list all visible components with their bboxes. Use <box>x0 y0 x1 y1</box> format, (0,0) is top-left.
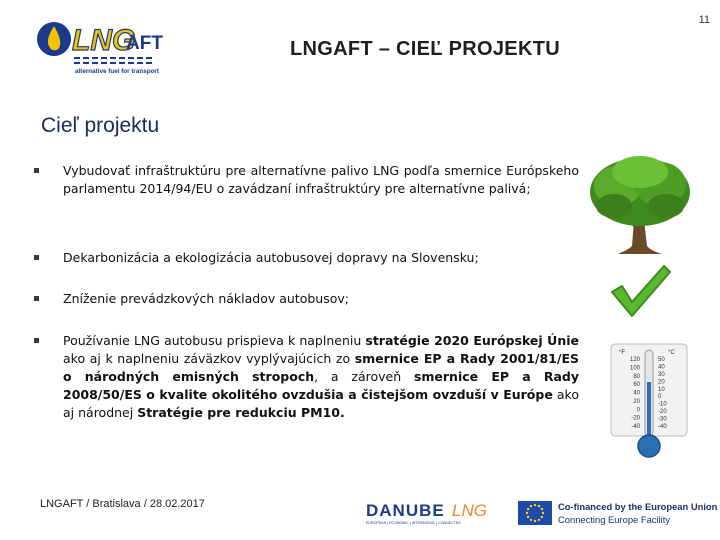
bullet-text: Vybudovať infraštruktúru pre alternatívne palivo LNG podľa smernice Európskeho parlamentu 2014/94/EU o zavádzaní infraštruktúry pre alternatívne palivá; <box>63 163 579 196</box>
text-phrase: ako aj k naplneniu záväzkov vyplývajúcich zo <box>63 351 355 366</box>
list-item <box>34 332 579 422</box>
thermometer-tick: 120 <box>629 357 640 363</box>
thermometer-tick: 10 <box>658 386 665 393</box>
thermometer-tick: -20 <box>658 409 667 416</box>
thermometer-tick: -20 <box>631 415 640 422</box>
bullet-marker <box>34 296 39 301</box>
logo-tagline: alternative fuel for transport <box>75 68 159 75</box>
eu-star <box>538 519 540 521</box>
bullet-marker <box>34 255 39 260</box>
thermometer-image <box>606 342 692 460</box>
bold-phrase: smernice EP a Rady 2001/81/ES o národných emisných stropoch <box>63 351 579 384</box>
danube-text: DANUBE <box>366 501 445 520</box>
text-phrase: , a zároveň <box>314 369 414 384</box>
danube-tagline: EUROPEAN | ECONOMIC | INTERMODAL | CONNECTED <box>366 521 461 525</box>
eu-star <box>541 508 543 510</box>
eu-star <box>534 504 536 506</box>
eu-star <box>527 516 529 518</box>
celsius-label: °C <box>668 350 675 356</box>
fahrenheit-label: °F <box>619 350 626 356</box>
list-item <box>34 290 579 308</box>
thermometer-tick: -10 <box>658 401 667 408</box>
thermometer-tick: 0 <box>658 394 662 401</box>
eu-star <box>541 516 543 518</box>
bullet-text <box>63 332 579 422</box>
text-phrase: ako aj národnej <box>63 387 580 420</box>
thermometer-tick: 100 <box>629 365 640 372</box>
eu-star <box>526 512 528 514</box>
tree-image <box>584 150 696 262</box>
slide-title: LNGAFT – CIEĽ PROJEKTU <box>290 38 560 60</box>
thermometer-tick: 0 <box>636 407 640 414</box>
eu-star <box>530 505 532 507</box>
lngaft-logo <box>34 16 163 78</box>
thermometer-tick: 50 <box>658 357 665 363</box>
thermometer-tick: 80 <box>633 373 640 380</box>
thermometer-tick: -30 <box>658 416 667 423</box>
eu-star <box>530 519 532 521</box>
bullet-marker <box>34 338 39 343</box>
logo-aft-text: AFT <box>126 33 163 54</box>
thermometer-tick: -40 <box>658 424 667 430</box>
thermometer-tick: 60 <box>633 382 640 389</box>
footer-text: LNGAFT / Bratislava / 28.02.2017 <box>40 498 205 510</box>
eu-star <box>538 505 540 507</box>
danube-lng-text: LNG <box>452 501 487 520</box>
list-item <box>34 249 579 267</box>
eu-star <box>542 512 544 514</box>
thermometer-tick: 20 <box>658 379 665 386</box>
eu-cofinancing-logo <box>518 500 718 526</box>
bullet-text: Dekarbonizácia a ekologizácia autobusovej dopravy na Slovensku; <box>63 250 479 265</box>
eu-star <box>527 508 529 510</box>
thermometer-tick: -40 <box>631 424 640 430</box>
bullet-text: Zníženie prevádzkových nákladov autobusov; <box>63 291 349 306</box>
danube-lng-logo <box>366 500 496 526</box>
thermometer-tick: 40 <box>633 390 640 397</box>
bold-phrase: smernice EP a Rady 2008/50/ES o kvalite okolitého ovzdušia a čistejšom ovzduší v Európe <box>63 369 579 402</box>
bold-phrase: stratégie 2020 Európskej Únie <box>365 333 579 348</box>
logo-lng-text: LNG <box>72 24 136 57</box>
thermometer-tick: 20 <box>633 398 640 405</box>
page-number: 11 <box>698 14 710 26</box>
thermometer-tick: 40 <box>658 364 665 371</box>
bold-phrase: Stratégie pre redukciu PM10. <box>137 405 345 420</box>
thermometer-tick: 30 <box>658 371 665 378</box>
eu-star <box>534 520 536 522</box>
bullet-marker <box>34 168 39 173</box>
text-phrase: Používanie LNG autobusu prispieva k naplneniu <box>63 333 366 348</box>
list-item <box>34 162 579 198</box>
section-heading: Cieľ projektu <box>41 114 160 137</box>
eu-line-2: Connecting Europe Facility <box>558 514 671 525</box>
eu-line-1: Co-financed by the European Union <box>558 501 718 512</box>
check-icon <box>608 262 672 320</box>
